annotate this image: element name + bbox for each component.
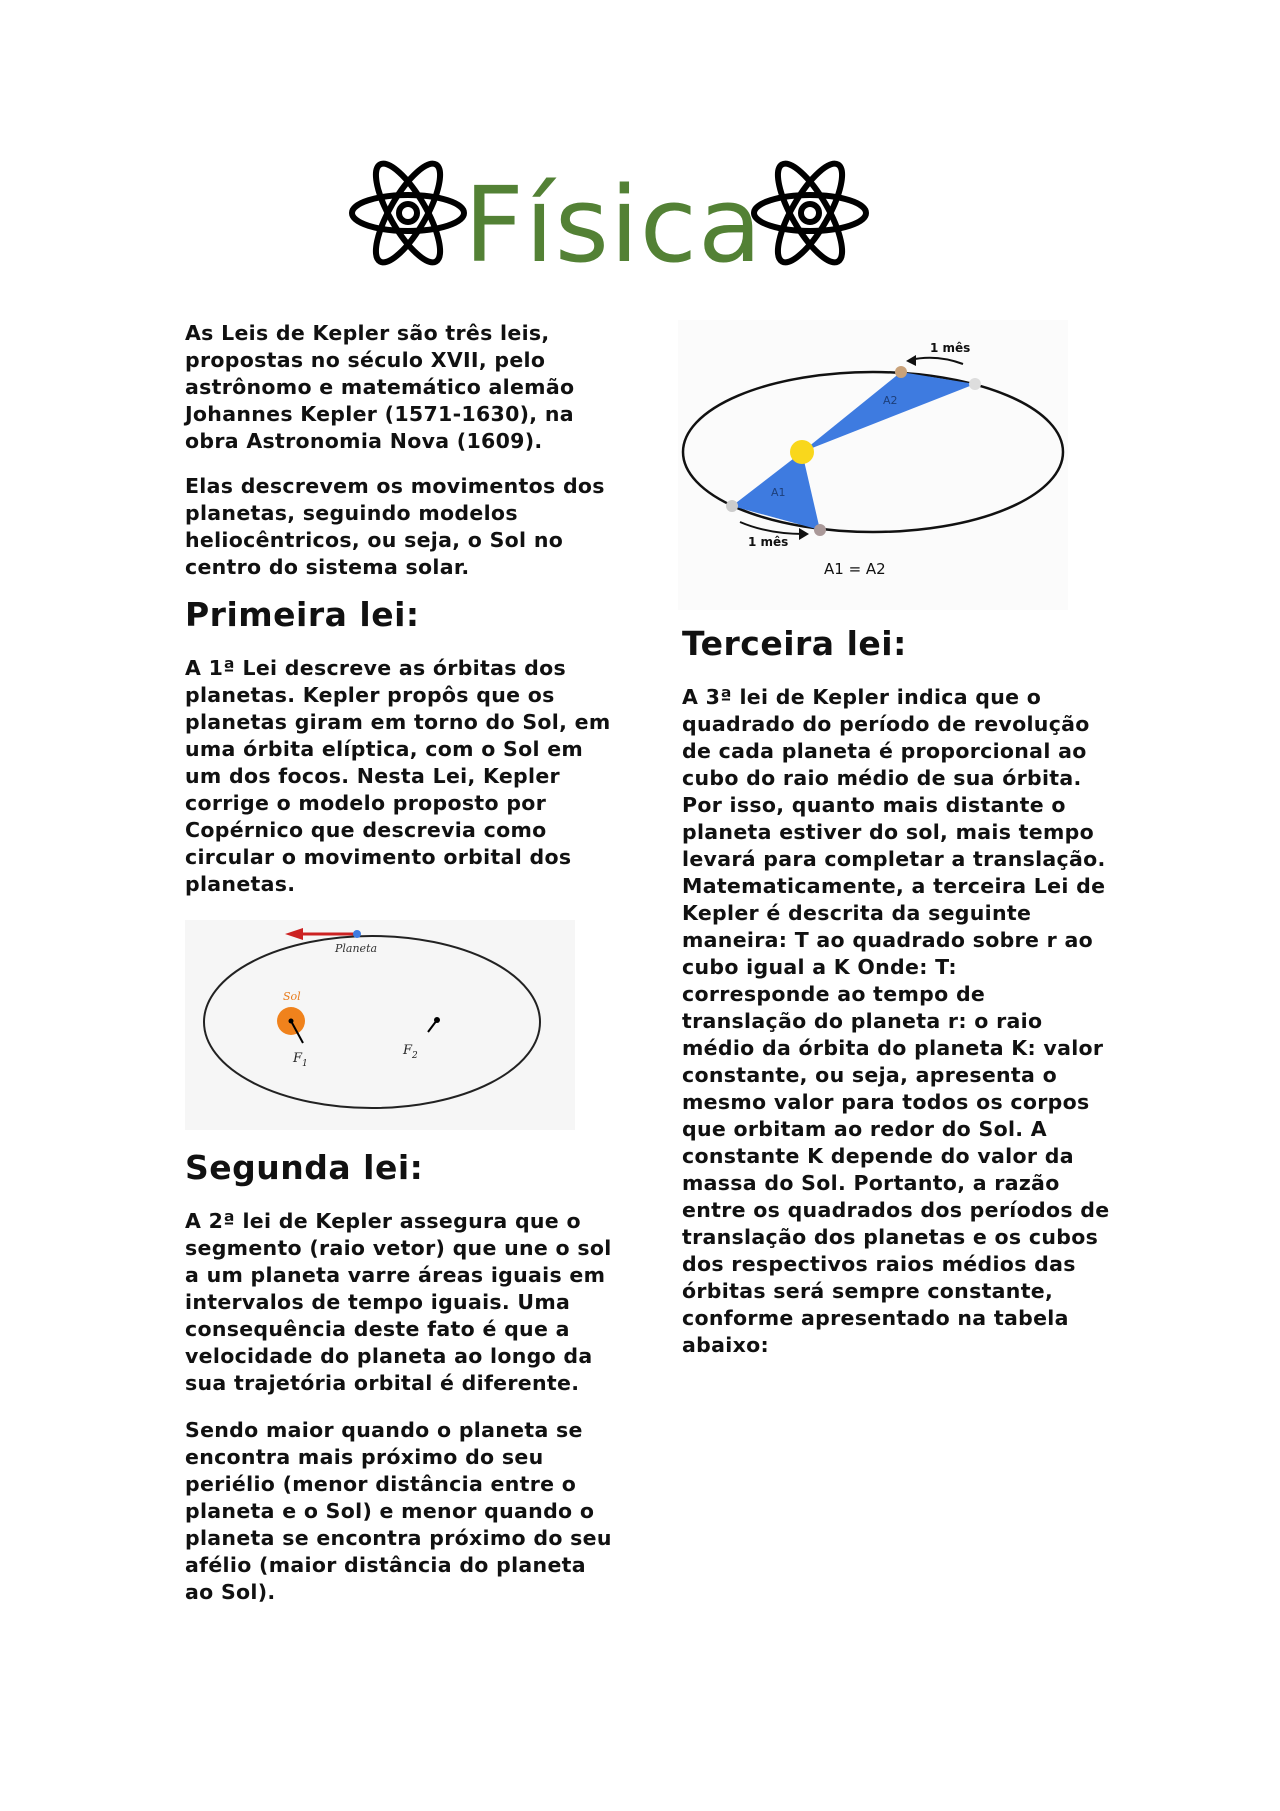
area-a2-label: A2 — [883, 394, 898, 407]
planet-dot — [353, 930, 361, 938]
left-column — [185, 320, 615, 1624]
page-header — [340, 150, 900, 286]
second-law-paragraph-2: Sendo maior quando o planeta se encontra mais próximo do seu periélio (menor distância entre o planeta e o Sol) e menor quando o planeta se encontra próximo do seu afélio (maior distância do planeta ao Sol). — [185, 1418, 612, 1604]
third-law-heading: Terceira lei: — [682, 624, 907, 663]
first-law-text: A 1ª Lei descreve as órbitas dos planetas. Kepler propôs que os planetas giram em torno do Sol, em uma órbita elíptica, com o Sol em um dos focos. Nesta Lei, Kepler corrige o modelo proposto por Copérnico que descrevia como circular o movimento orbital dos planetas. — [185, 656, 611, 896]
third-law-text: A 3ª lei de Kepler indica que o quadrado do período de revolução de cada planeta é proporcional ao cubo do raio médio de sua órbita. Por isso, quanto mais distante o planeta estiver do sol, mais tempo levará para completar a translação. Matematicamente, a terceira Lei de Kepler é descrita da seguinte maneira: T ao quadrado sobre r ao cubo igual a K Onde: T: corresponde ao tempo de translação do planeta r: o raio médio da órbita do planeta K: valor constante, ou seja, apresenta o mesmo valor para todos os corpos que orbitam ao redor do Sol. A constante K depende do valor da massa do Sol. Portanto, a razão entre os quadrados dos períodos de translação dos planetas e os cubos dos respectivos raios médios das órbitas será sempre constante, conforme apresentado na tabela abaixo: — [682, 685, 1110, 1357]
month-label-top: 1 mês — [930, 341, 971, 355]
elliptical-orbit-figure — [185, 920, 575, 1130]
atom-icon — [348, 158, 468, 268]
planet-dot — [969, 378, 981, 390]
sun-label: Sol — [283, 990, 301, 1003]
right-column — [682, 320, 1112, 1377]
planet-dot — [895, 366, 907, 378]
planet-dot — [726, 500, 738, 512]
page-title: Física — [464, 164, 763, 286]
intro-paragraph-2: Elas descrevem os movimentos dos planetas, seguindo modelos heliocêntricos, ou seja, o Sol no centro do sistema solar. — [185, 474, 605, 579]
second-law-paragraph-1: A 2ª lei de Kepler assegura que o segmento (raio vetor) que une o sol a um planeta varre áreas iguais em intervalos de tempo iguais. Uma consequência deste fato é que a velocidade do planeta ao longo da sua trajetória orbital é diferente. — [185, 1209, 612, 1395]
planet-dot — [814, 524, 826, 536]
second-law-heading: Segunda lei: — [185, 1148, 424, 1187]
area-a1-label: A1 — [771, 486, 786, 499]
intro-paragraph-1: As Leis de Kepler são três leis, propostas no século XVII, pelo astrônomo e matemático alemão Johannes Kepler (1571-1630), na obra Astronomia Nova (1609). — [185, 321, 575, 453]
areas-caption: A1 = A2 — [824, 560, 886, 578]
atom-icon — [750, 158, 870, 268]
focus1-label: $F_1$ — [293, 1051, 308, 1069]
planet-label: Planeta — [335, 942, 378, 955]
focus2-label: $F_2$ — [403, 1043, 418, 1061]
sun-icon — [790, 440, 814, 464]
equal-areas-figure — [678, 320, 1068, 610]
first-law-heading: Primeira lei: — [185, 595, 420, 634]
month-label-bottom: 1 mês — [748, 535, 789, 549]
